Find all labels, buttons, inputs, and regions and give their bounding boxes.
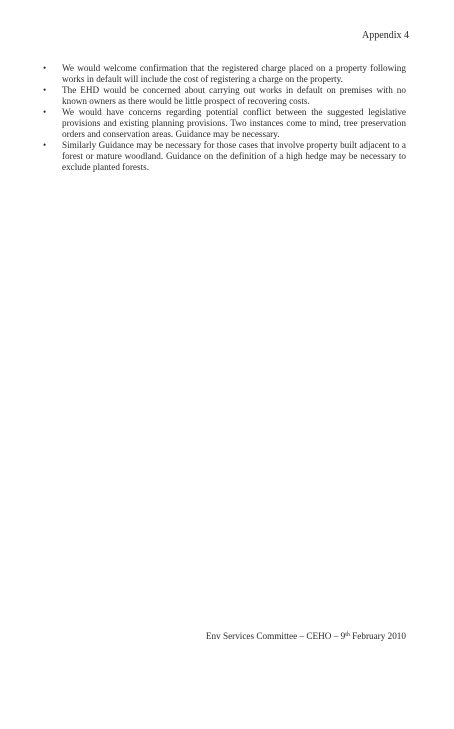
appendix-label: Appendix 4 xyxy=(362,30,409,41)
bullet-icon: • xyxy=(43,85,47,95)
list-item xyxy=(36,63,406,85)
page-footer xyxy=(206,631,406,641)
list-item xyxy=(36,107,406,140)
list-item-text: We would welcome confirmation that the registered charge placed on a property following works in default will include the cost of registering a charge on the property. xyxy=(62,63,406,84)
footer-text: Env Services Committee – CEHO – 9 xyxy=(205,631,346,641)
list-item-text: We would have concerns regarding potential conflict between the suggested legislative provisions and existing planning provisions. Two instances come to mind, tree preservation orders and conservation areas. Guidance may be necessary. xyxy=(62,107,406,139)
footer-date: February 2010 xyxy=(349,631,406,641)
bullet-icon: • xyxy=(43,107,47,117)
bullet-icon: • xyxy=(43,140,47,150)
footer-ordinal-suffix: th xyxy=(345,632,350,638)
list-item-text: The EHD would be concerned about carrying out works in default on premises with no known owners as there would be little prospect of recovering costs. xyxy=(62,85,406,106)
bullet-icon: • xyxy=(43,63,47,73)
list-item-text: Similarly Guidance may be necessary for those cases that involve property built adjacent to a forest or mature woodland. Guidance on the definition of a high hedge may be necessary to exclude planted forests. xyxy=(62,140,406,172)
bullet-list xyxy=(36,63,406,173)
list-item xyxy=(36,85,406,107)
list-item xyxy=(36,140,406,173)
